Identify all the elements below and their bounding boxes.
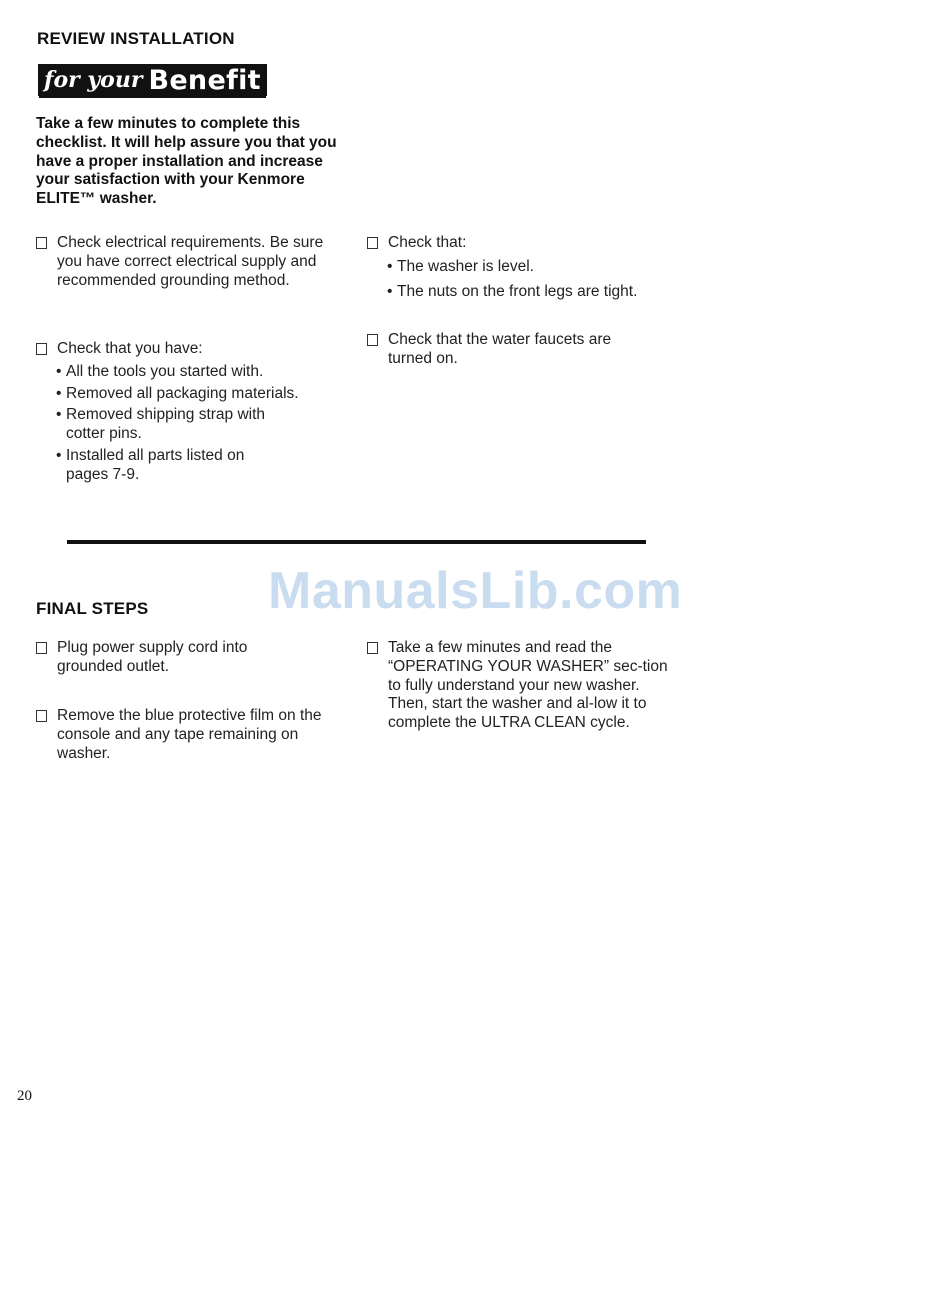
checklist-item-text: Check that: — [388, 234, 467, 251]
checklist-item-text: Check that the water faucets are turned on. — [388, 331, 612, 367]
checklist-item-read — [367, 639, 687, 733]
checklist-item-text: Remove the blue protective film on the console and any tape remaining on washer. — [57, 707, 322, 762]
checklist-item-text: Take a few minutes and read the “OPERATING YOUR WASHER” sec-tion to fully understand your new washer. Then, start the washer and al-low it to complete the ULTRA CLEAN cycle. — [388, 639, 668, 732]
checklist-item-text: Plug power supply cord into grounded outlet. — [57, 639, 248, 675]
section-title-review: REVIEW INSTALLATION — [37, 29, 235, 48]
checkbox-icon[interactable] — [36, 710, 47, 722]
checklist-item-check-that — [367, 234, 677, 304]
checkbox-icon[interactable] — [36, 642, 47, 654]
checklist-item-have — [36, 340, 336, 488]
bullet-list — [387, 258, 677, 302]
for-your-benefit-badge — [38, 64, 267, 96]
bullet-list — [56, 363, 326, 485]
checkbox-icon[interactable] — [36, 343, 47, 355]
list-item: • The washer is level. — [387, 258, 677, 277]
badge-small-text: for your — [44, 67, 143, 93]
list-item: • Removed all packaging materials. — [56, 385, 326, 404]
list-item: • Installed all parts listed on pages 7-9. — [56, 447, 271, 485]
checklist-item-text: Check that you have: — [57, 340, 203, 357]
checkbox-icon[interactable] — [367, 237, 378, 249]
intro-paragraph: Take a few minutes to complete this checklist. It will help assure you that you have a proper installation and increase your satisfaction with your Kenmore ELITE™ washer. — [36, 115, 337, 208]
list-item: • All the tools you started with. — [56, 363, 326, 382]
badge-large-text: Benefit — [148, 64, 261, 96]
section-divider — [67, 540, 646, 544]
checklist-item-film — [36, 707, 356, 763]
list-item: • The nuts on the front legs are tight. — [387, 283, 677, 302]
section-title-final: FINAL STEPS — [36, 599, 149, 618]
checkbox-icon[interactable] — [36, 237, 47, 249]
checkbox-icon[interactable] — [367, 642, 378, 654]
checklist-item-text: Check electrical requirements. Be sure you have correct electrical supply and recommended grounding method. — [57, 234, 324, 289]
checkbox-icon[interactable] — [367, 334, 378, 346]
list-item: • Removed shipping strap with cotter pins. — [56, 406, 291, 444]
checklist-item-faucets — [367, 331, 657, 369]
watermark: ManualsLib.com — [268, 562, 683, 620]
checklist-item-plug — [36, 639, 316, 677]
page-number: 20 — [17, 1088, 32, 1104]
checklist-item-electrical — [36, 234, 336, 290]
